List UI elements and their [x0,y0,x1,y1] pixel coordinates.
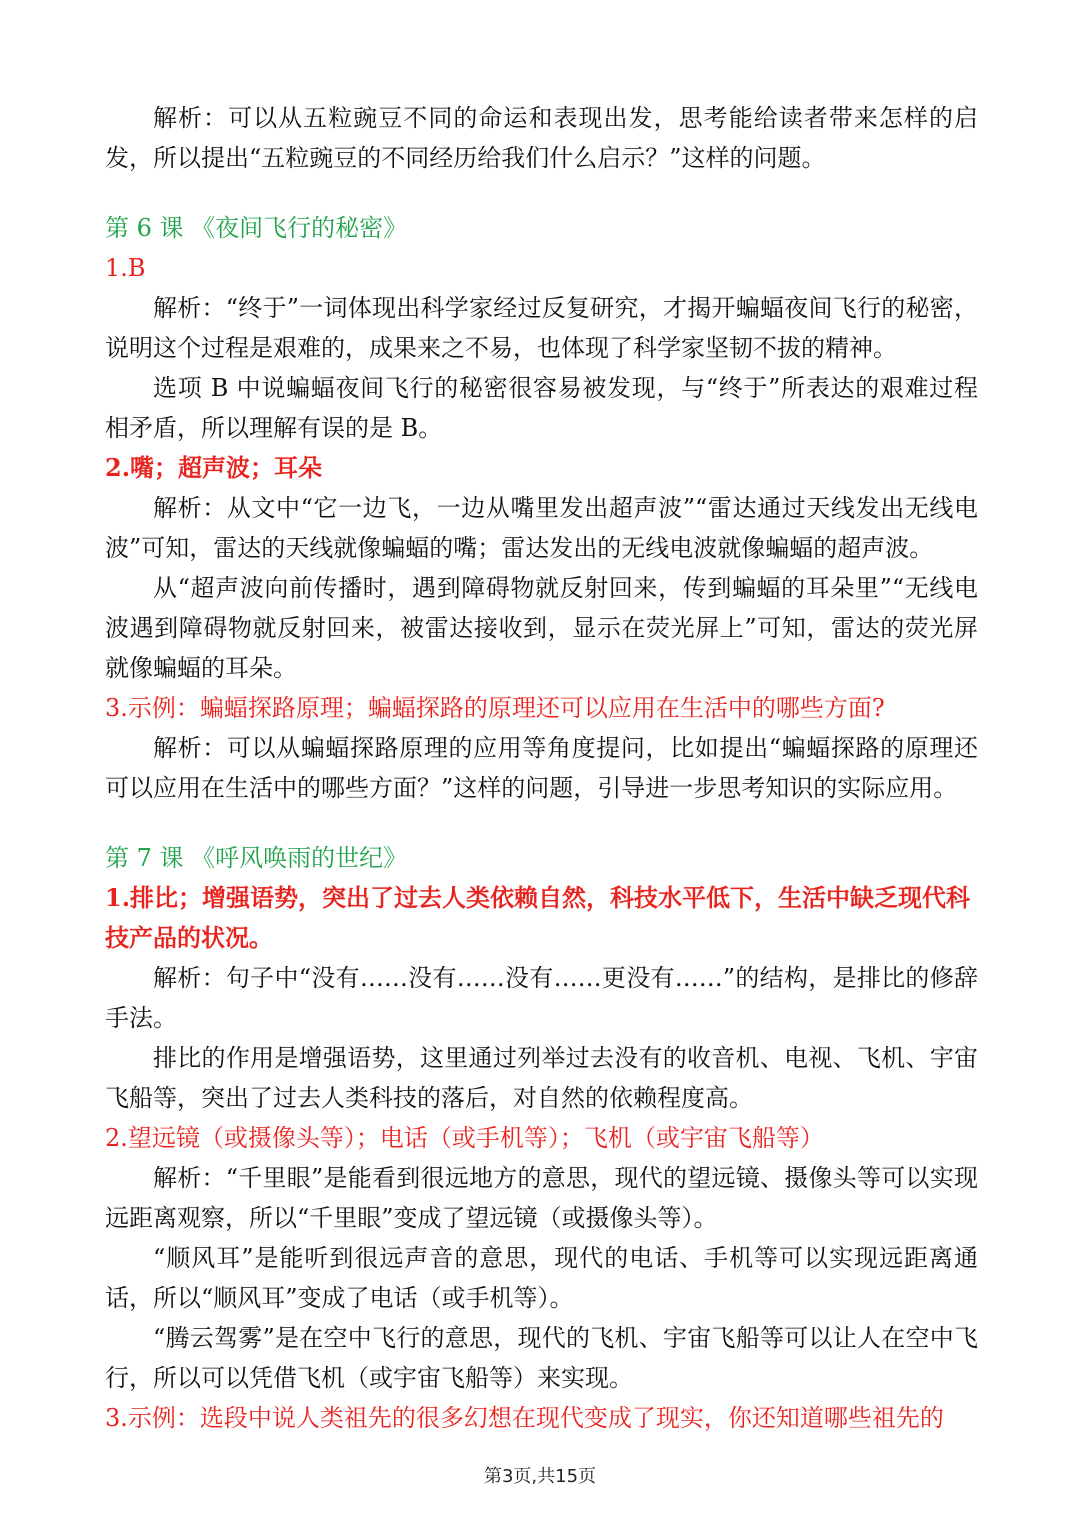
lesson-6-title: 第 6 课 《夜间飞行的秘密》 [105,214,408,242]
spacer [105,178,978,208]
lesson-7-q3-answer: 3.示例：选段中说人类祖先的很多幻想在现代变成了现实，你还知道哪些祖先的 [105,1404,944,1432]
lesson-6-q3-analysis: 解析：可以从蝙蝠探路原理的应用等角度提问，比如提出“蝙蝠探路的原理还可以应用在生活中的哪些方面？”这样的问题，引导进一步思考知识的实际应用。 [105,734,978,802]
spacer [105,808,978,838]
lesson-6-q1-analysis-cont: 选项 B 中说蝙蝠夜间飞行的秘密很容易被发现，与“终于”所表达的艰难过程相矛盾，所以理解有误的是 B。 [105,374,978,442]
lesson-7-q1-answer: 1.排比；增强语势，突出了过去人类依赖自然，科技水平低下，生活中缺乏现代科技产品的状况。 [105,883,971,952]
lesson-6-q2-answer: 2.嘴；超声波；耳朵 [105,453,323,482]
lesson-7-q2-analysis-cont-2: “腾云驾雾”是在空中飞行的意思，现代的飞机、宇宙飞船等可以让人在空中飞行，所以可以凭借飞机（或宇宙飞船等）来实现。 [105,1324,978,1392]
document-page [105,98,978,1438]
lesson-6-q3-answer: 3.示例：蝙蝠探路原理；蝙蝠探路的原理还可以应用在生活中的哪些方面? [105,694,885,722]
lesson-7-title: 第 7 课 《呼风唤雨的世纪》 [105,844,408,872]
lesson-7-q2-analysis-cont: “顺风耳”是能听到很远声音的意思，现代的电话、手机等可以实现远距离通话，所以“顺风耳”变成了电话（或手机等）。 [105,1244,978,1312]
lesson-6-section [105,208,978,808]
lesson-7-section [105,838,978,1438]
page-number-footer: 第3页,共15页 [483,1466,597,1487]
lesson-6-q2-analysis: 解析：从文中“它一边飞，一边从嘴里发出超声波”“雷达通过天线发出无线电波”可知，雷达的天线就像蝙蝠的嘴；雷达发出的无线电波就像蝙蝠的超声波。 [105,494,978,562]
lesson-6-q1-analysis: 解析：“终于”一词体现出科学家经过反复研究，才揭开蝙蝠夜间飞行的秘密，说明这个过程是艰难的，成果来之不易，也体现了科学家坚韧不拔的精神。 [105,294,978,362]
lesson-7-q1-analysis-cont: 排比的作用是增强语势，这里通过列举过去没有的收音机、电视、飞机、宇宙飞船等，突出了过去人类科技的落后，对自然的依赖程度高。 [105,1044,978,1112]
lesson-6-q1-answer: 1.B [105,254,146,282]
lesson-7-q2-analysis: 解析：“千里眼”是能看到很远地方的意思，现代的望远镜、摄像头等可以实现远距离观察，所以“千里眼”变成了望远镜（或摄像头等）。 [105,1164,978,1232]
lesson-6-q2-analysis-cont: 从“超声波向前传播时，遇到障碍物就反射回来，传到蝙蝠的耳朵里”“无线电波遇到障碍物就反射回来，被雷达接收到，显示在荧光屏上”可知，雷达的荧光屏就像蝙蝠的耳朵。 [105,574,978,682]
lesson-7-q2-answer: 2.望远镜（或摄像头等）；电话（或手机等）；飞机（或宇宙飞船等） [105,1124,824,1152]
lesson-7-q1-analysis: 解析：句子中“没有……没有……没有……更没有……”的结构，是排比的修辞手法。 [105,964,978,1032]
intro-analysis: 解析：可以从五粒豌豆不同的命运和表现出发，思考能给读者带来怎样的启发，所以提出“五粒豌豆的不同经历给我们什么启示？”这样的问题。 [105,104,978,172]
